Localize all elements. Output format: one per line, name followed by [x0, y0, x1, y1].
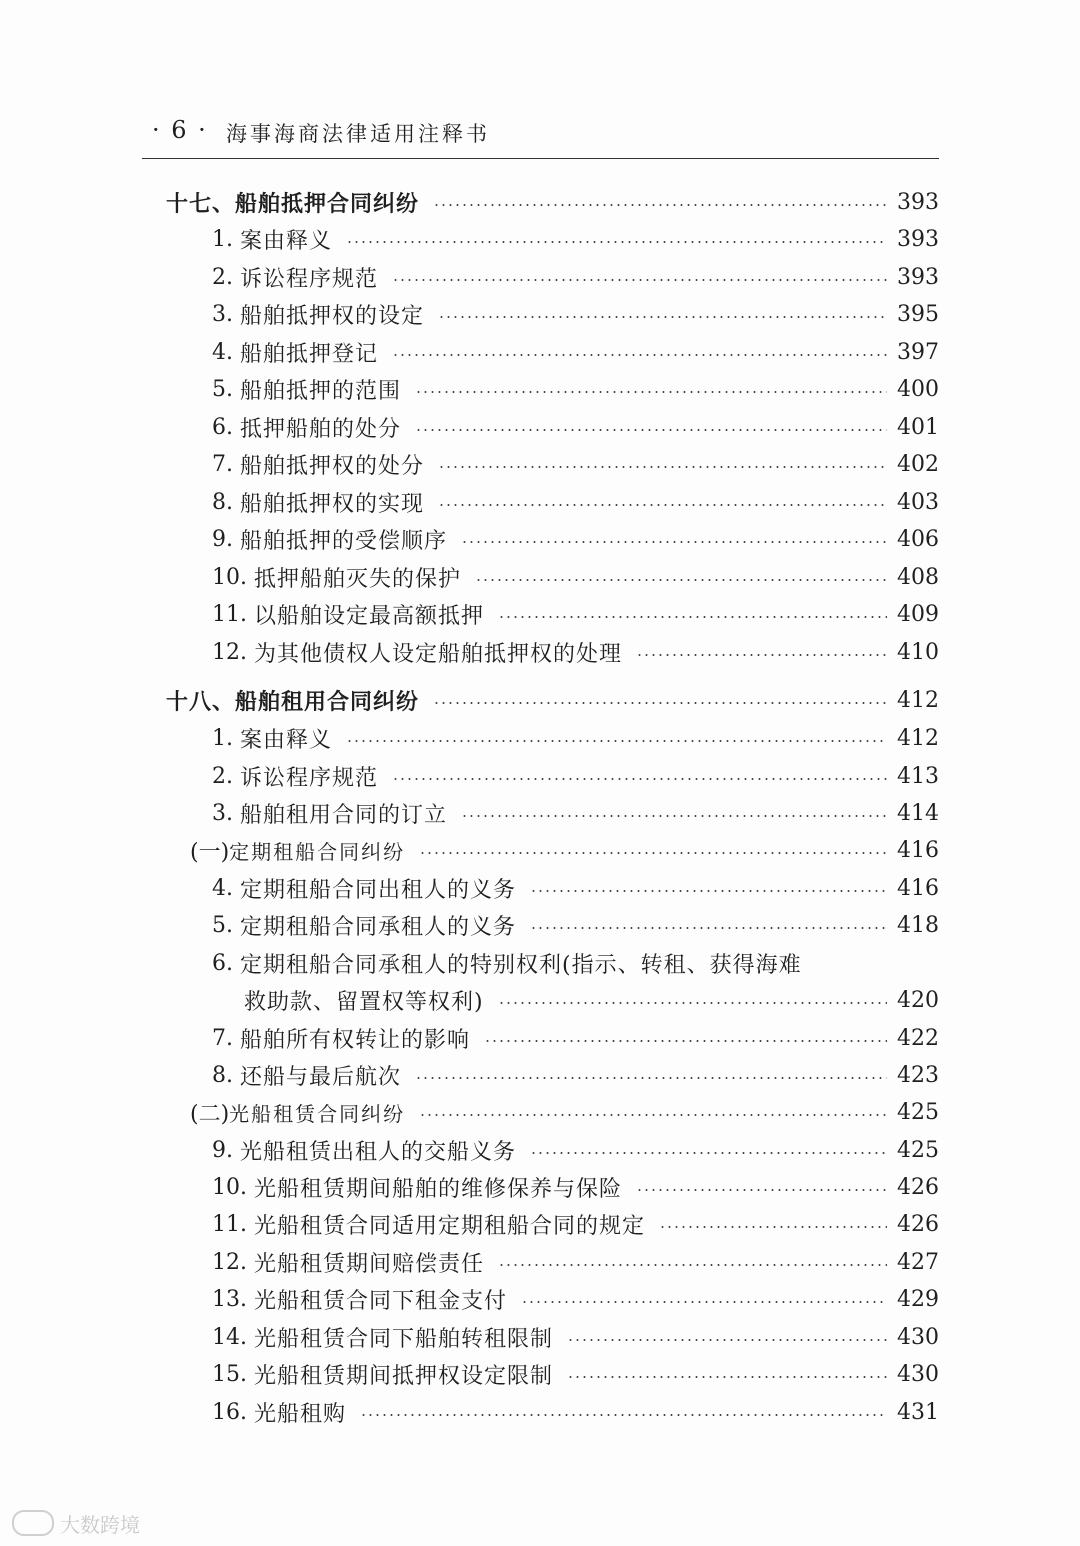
toc-entry-number: 7.	[212, 451, 240, 477]
toc-entry-number: 8.	[212, 489, 240, 515]
dot-leader	[438, 466, 887, 468]
dot-leader	[392, 279, 887, 281]
toc-entry-number: 11.	[212, 1211, 254, 1237]
watermark-text: 大数跨境	[60, 1512, 140, 1537]
toc-page-number: 427	[897, 1249, 939, 1275]
toc-entry	[212, 260, 939, 294]
toc-entry-title: 定期租船合同出租人的义务	[239, 877, 516, 903]
toc-page-number: 431	[897, 1399, 939, 1425]
toc-entry	[212, 222, 939, 256]
toc-page-number: 423	[897, 1062, 939, 1088]
toc-page-number: 412	[897, 687, 939, 713]
toc-entry	[212, 1357, 939, 1391]
toc-page-number: 426	[897, 1174, 939, 1200]
watermark	[12, 1508, 140, 1538]
dot-leader	[433, 702, 887, 704]
toc-entry-title: 光船租赁合同适用定期租船合同的规定	[253, 1213, 645, 1239]
watermark-logo-icon	[12, 1510, 54, 1536]
toc-entry-title: 抵押船舶灭失的保护	[253, 566, 461, 592]
dot-leader	[498, 1002, 887, 1004]
toc-entry-title: 船舶抵押权的设定	[239, 303, 424, 329]
dot-leader	[433, 204, 887, 206]
page-number: · 6 ·	[152, 116, 208, 144]
toc-entry	[212, 1021, 939, 1055]
toc-page-number: 420	[897, 987, 939, 1013]
toc-entry	[212, 1320, 939, 1354]
toc-entry	[244, 983, 939, 1017]
toc-entry-title: 还船与最后航次	[239, 1064, 401, 1090]
toc-entry-title: 船舶抵押权的处分	[239, 453, 424, 479]
dot-leader	[346, 241, 887, 243]
dot-leader	[392, 778, 887, 780]
toc-entry-title: 光船租赁出租人的交船义务	[239, 1139, 516, 1165]
dot-leader	[484, 1040, 887, 1042]
toc-entry-number: 1.	[212, 725, 240, 751]
dot-leader	[419, 852, 887, 854]
toc-entry-title: 船舶抵押的受偿顺序	[239, 528, 447, 554]
toc-entry-number: 5.	[212, 376, 240, 402]
toc-entry-number: 15.	[212, 1361, 254, 1387]
toc-entry-title: 以船舶设定最高额抵押	[253, 603, 484, 629]
toc-entry-number: 1.	[212, 226, 240, 252]
dot-leader	[530, 890, 887, 892]
dot-leader	[360, 1414, 887, 1416]
toc-page-number: 412	[897, 725, 939, 751]
toc-page-number: 395	[897, 301, 939, 327]
toc-entry-number: 12.	[212, 1249, 254, 1275]
toc-entry-title: 为其他债权人设定船舶抵押权的处理	[253, 641, 622, 667]
toc-page-number: 426	[897, 1211, 939, 1237]
toc-entry-title: 十七、船舶抵押合同纠纷	[166, 191, 420, 217]
toc-entry-title: 光船租赁期间抵押权设定限制	[253, 1363, 553, 1389]
toc-entry	[212, 908, 939, 942]
toc-page-number: 397	[897, 339, 939, 365]
toc-entry-number: 4.	[212, 339, 240, 365]
toc-entry	[212, 372, 939, 406]
toc-entry	[212, 721, 939, 755]
toc-entry-title: 船舶租用合同的订立	[239, 802, 447, 828]
book-title: 海事海商法律适用注释书	[226, 122, 490, 146]
toc-entry-number: 12.	[212, 639, 254, 665]
toc-entry-number: 6.	[212, 950, 240, 976]
toc-entry-title: 光船租赁期间赔偿责任	[253, 1251, 484, 1277]
toc-entry-title: 诉讼程序规范	[239, 266, 378, 292]
toc-subsection	[190, 833, 939, 867]
dot-leader	[346, 740, 887, 742]
toc-entry-number: 13.	[212, 1286, 254, 1312]
dot-leader	[392, 354, 887, 356]
dot-leader	[415, 1077, 887, 1079]
toc-entry	[212, 597, 939, 631]
toc-page-number: 401	[897, 414, 939, 440]
toc-entry	[212, 1170, 939, 1204]
dot-leader	[498, 1264, 887, 1266]
toc-entry-title: 船舶所有权转让的影响	[239, 1027, 470, 1053]
toc-entry	[212, 1282, 939, 1316]
toc-entry	[212, 946, 939, 980]
toc-entry-number: 9.	[212, 1137, 240, 1163]
toc-entry	[212, 635, 939, 669]
toc-entry-title: 船舶抵押的范围	[239, 378, 401, 404]
toc-entry-number: 6.	[212, 414, 240, 440]
toc-entry	[212, 1395, 939, 1429]
toc-page-number: 400	[897, 376, 939, 402]
toc-entry-number: 16.	[212, 1399, 254, 1425]
toc-page-number: 422	[897, 1025, 939, 1051]
toc-entry-number: 3.	[212, 800, 240, 826]
toc-entry	[212, 1058, 939, 1092]
toc-page-number: 416	[897, 837, 939, 863]
toc-entry-number: 7.	[212, 1025, 240, 1051]
toc-entry	[212, 522, 939, 556]
toc-page-number: 425	[897, 1099, 939, 1125]
toc-entry-number: 4.	[212, 875, 240, 901]
toc-page-number: 430	[897, 1361, 939, 1387]
toc-page-number: 413	[897, 763, 939, 789]
toc-entry-number: 3.	[212, 301, 240, 327]
toc-entry-title: 光船租购	[253, 1401, 346, 1427]
toc-entry-number: (一)	[190, 839, 230, 865]
toc-entry-title: 船舶抵押权的实现	[239, 491, 424, 517]
toc-subsection	[190, 1095, 939, 1129]
toc-entry-title: 案由释义	[239, 727, 332, 753]
toc-entry-title: 抵押船舶的处分	[239, 416, 401, 442]
toc-entry	[212, 410, 939, 444]
dot-leader	[438, 504, 887, 506]
toc-entry-title: 光船租赁合同纠纷	[229, 1101, 406, 1126]
toc-entry	[212, 759, 939, 793]
toc-entry-title: 诉讼程序规范	[239, 765, 378, 791]
toc-page-number: 410	[897, 639, 939, 665]
toc-section	[166, 185, 939, 219]
toc-entry	[212, 871, 939, 905]
toc-page-number: 393	[897, 264, 939, 290]
toc-entry-number: 10.	[212, 1174, 254, 1200]
toc-entry	[212, 1207, 939, 1241]
toc-entry	[212, 1133, 939, 1167]
dot-leader	[530, 927, 887, 929]
toc-entry-title: 船舶抵押登记	[239, 341, 378, 367]
toc-entry-number: 14.	[212, 1324, 254, 1350]
toc-page-number: 402	[897, 451, 939, 477]
toc-page-number: 425	[897, 1137, 939, 1163]
dot-leader	[659, 1226, 887, 1228]
dot-leader	[419, 1114, 887, 1116]
toc-entry-number: 10.	[212, 564, 254, 590]
toc-entry-number: 5.	[212, 912, 240, 938]
toc-entry-title: 光船租赁期间船舶的维修保养与保险	[253, 1176, 622, 1202]
toc-page-number: 393	[897, 226, 939, 252]
toc-entry-title: 案由释义	[239, 228, 332, 254]
toc-page-number: 416	[897, 875, 939, 901]
toc-page-number: 414	[897, 800, 939, 826]
dot-leader	[475, 579, 887, 581]
toc-page-number: 408	[897, 564, 939, 590]
dot-leader	[461, 541, 887, 543]
toc-entry-number: 2.	[212, 763, 240, 789]
toc-entry	[212, 335, 939, 369]
toc-entry	[212, 485, 939, 519]
toc-entry-title: 光船租赁合同下租金支付	[253, 1288, 507, 1314]
toc-page-number: 429	[897, 1286, 939, 1312]
toc-entry-number: 9.	[212, 526, 240, 552]
dot-leader	[636, 654, 887, 656]
toc-entry-number: (二)	[190, 1101, 230, 1127]
dot-leader	[521, 1301, 887, 1303]
dot-leader	[415, 391, 887, 393]
toc-entry-number: 2.	[212, 264, 240, 290]
toc-entry	[212, 297, 939, 331]
dot-leader	[636, 1189, 887, 1191]
toc-page-number: 418	[897, 912, 939, 938]
toc-page-number: 403	[897, 489, 939, 515]
toc-entry	[212, 447, 939, 481]
dot-leader	[415, 429, 887, 431]
toc-entry-title: 定期租船合同承租人的特别权利(指示、转租、获得海难	[239, 952, 802, 978]
toc-entry	[212, 560, 939, 594]
dot-leader	[461, 815, 887, 817]
toc-entry-number: 11.	[212, 601, 254, 627]
toc-entry-title: 光船租赁合同下船舶转租限制	[253, 1326, 553, 1352]
toc-page-number: 393	[897, 189, 939, 215]
toc-section	[166, 683, 939, 717]
toc-entry-title: 定期租船合同纠纷	[229, 839, 406, 864]
toc-page-number: 406	[897, 526, 939, 552]
toc-page-number: 430	[897, 1324, 939, 1350]
toc-entry-title: 定期租船合同承租人的义务	[239, 914, 516, 940]
toc-entry	[212, 1245, 939, 1279]
toc-page-number: 409	[897, 601, 939, 627]
dot-leader	[438, 316, 887, 318]
toc-entry-title: 救助款、留置权等权利)	[244, 989, 484, 1015]
dot-leader	[498, 616, 887, 618]
toc-entry-title: 十八、船舶租用合同纠纷	[166, 689, 420, 715]
dot-leader	[567, 1339, 887, 1341]
toc-entry	[212, 796, 939, 830]
dot-leader	[530, 1152, 887, 1154]
dot-leader	[567, 1376, 887, 1378]
toc-entry-number: 8.	[212, 1062, 240, 1088]
